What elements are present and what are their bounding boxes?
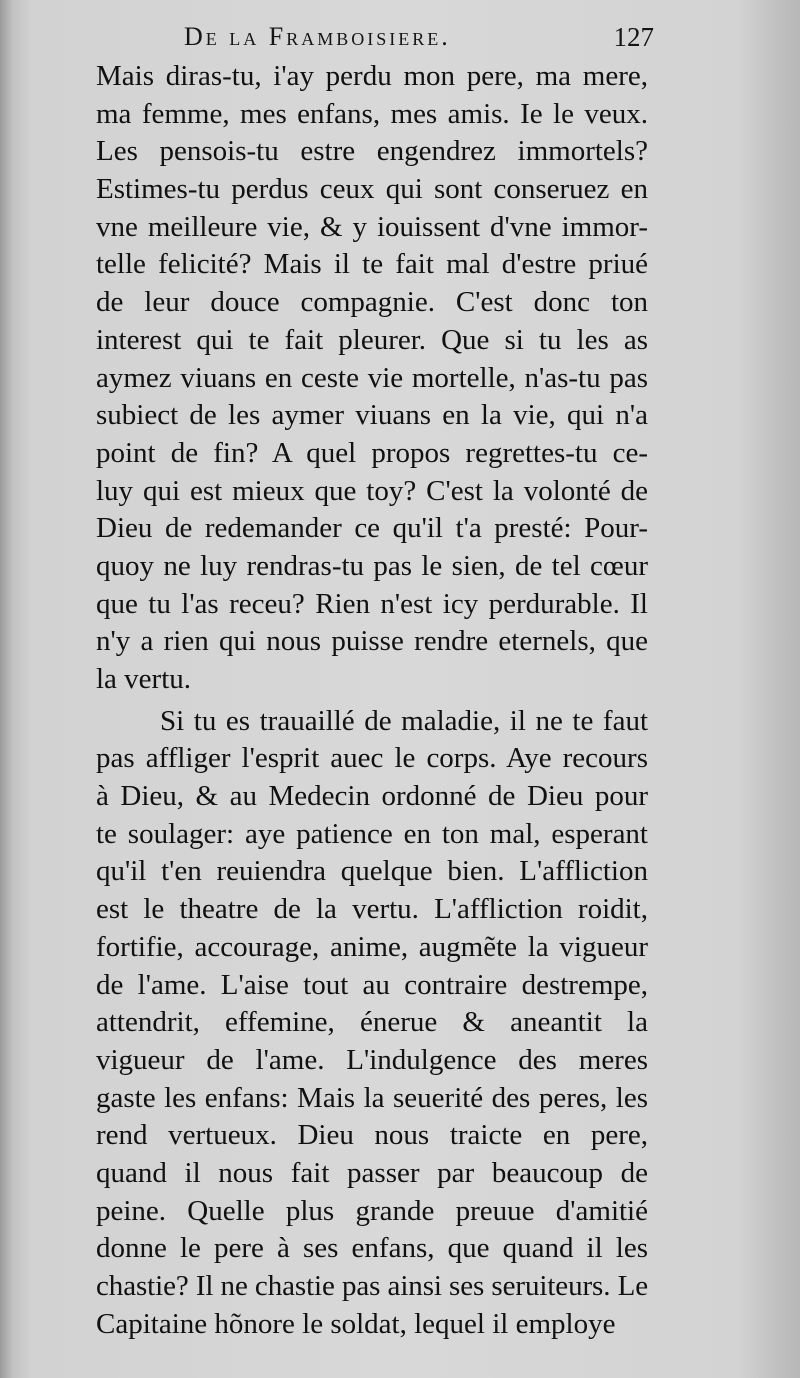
text-line: de l'ame. L'aise tout au contraire destrempe, (96, 968, 648, 1001)
text-line: de leur douce compagnie. C'est donc ton (96, 286, 648, 319)
text-line: Dieu de redemander ce qu'il t'a presté: Pour- (96, 512, 648, 545)
text-line: pas affliger l'esprit auec le corps. Aye recours (96, 742, 648, 775)
text-line: point de fin? A quel propos regrettes-tu ce- (96, 436, 648, 469)
page-edge-shadow (740, 0, 800, 1378)
text-line: rend vertueux. Dieu nous traicte en pere, (96, 1119, 648, 1152)
page-number: 127 (613, 22, 654, 52)
page-gutter-shadow (0, 0, 14, 1378)
text-line: est le theatre de la vertu. L'affliction roidit, (96, 893, 648, 926)
text-line: fortifie, accourage, anime, augmẽte la vigueur (96, 930, 648, 963)
text-line: gaste les enfans: Mais la seuerité des peres, les (96, 1081, 648, 1114)
text-line: attendrit, effemine, énerue & aneantit la (96, 1006, 648, 1039)
text-line: aymez viuans en ceste vie mortelle, n'as-tu pas (96, 361, 648, 394)
text-line: quand il nous fait passer par beaucoup de (96, 1156, 648, 1189)
running-head: De la Framboisiere. (184, 22, 451, 51)
text-line: telle felicité? Mais il te fait mal d'estre priué (96, 248, 648, 281)
paragraph (96, 703, 648, 1344)
text-line: Les pensois-tu estre engendrez immortels? (96, 135, 648, 168)
text-line: Mais diras-tu, i'ay perdu mon pere, ma mere, (96, 60, 648, 92)
text-line: n'y a rien qui nous puisse rendre eternels, que (96, 625, 648, 658)
text-line: Estimes-tu perdus ceux qui sont conseruez en (96, 173, 648, 206)
text-line: qu'il t'en reuiendra quelque bien. L'affliction (96, 855, 648, 888)
text-line: peine. Quelle plus grande preuue d'amitié (96, 1194, 648, 1227)
text-line: que tu l'as receu? Rien n'est icy perdurable. Il (96, 587, 648, 620)
text-line: te soulager: aye patience en ton mal, esperant (96, 817, 648, 850)
text-line: Si tu es trauaillé de maladie, il ne te faut (160, 704, 648, 737)
page-header (184, 18, 654, 58)
text-line: quoy ne luy rendras-tu pas le sien, de tel cœur (96, 549, 648, 582)
text-line: interest qui te fait pleurer. Que si tu les as (96, 323, 648, 356)
body-text (96, 58, 648, 1343)
paragraph (96, 58, 648, 699)
text-line: la vertu. (96, 663, 192, 695)
text-line: vne meilleure vie, & y iouissent d'vne immor- (96, 210, 648, 243)
text-line: donne le pere à ses enfans, que quand il les (96, 1232, 648, 1265)
text-line: vigueur de l'ame. L'indulgence des meres (96, 1043, 648, 1076)
text-line: subiect de les aymer viuans en la vie, qui n'a (96, 399, 648, 432)
text-line: ma femme, mes enfans, mes amis. Ie le veux. (96, 97, 648, 130)
text-line: chastie? Il ne chastie pas ainsi ses seruiteurs. Le (96, 1270, 648, 1302)
text-line: luy qui est mieux que toy? C'est la volonté de (96, 474, 648, 507)
text-line: à Dieu, & au Medecin ordonné de Dieu pour (96, 780, 648, 813)
text-line: Capitaine hõnore le soldat, lequel il employe (96, 1307, 616, 1340)
